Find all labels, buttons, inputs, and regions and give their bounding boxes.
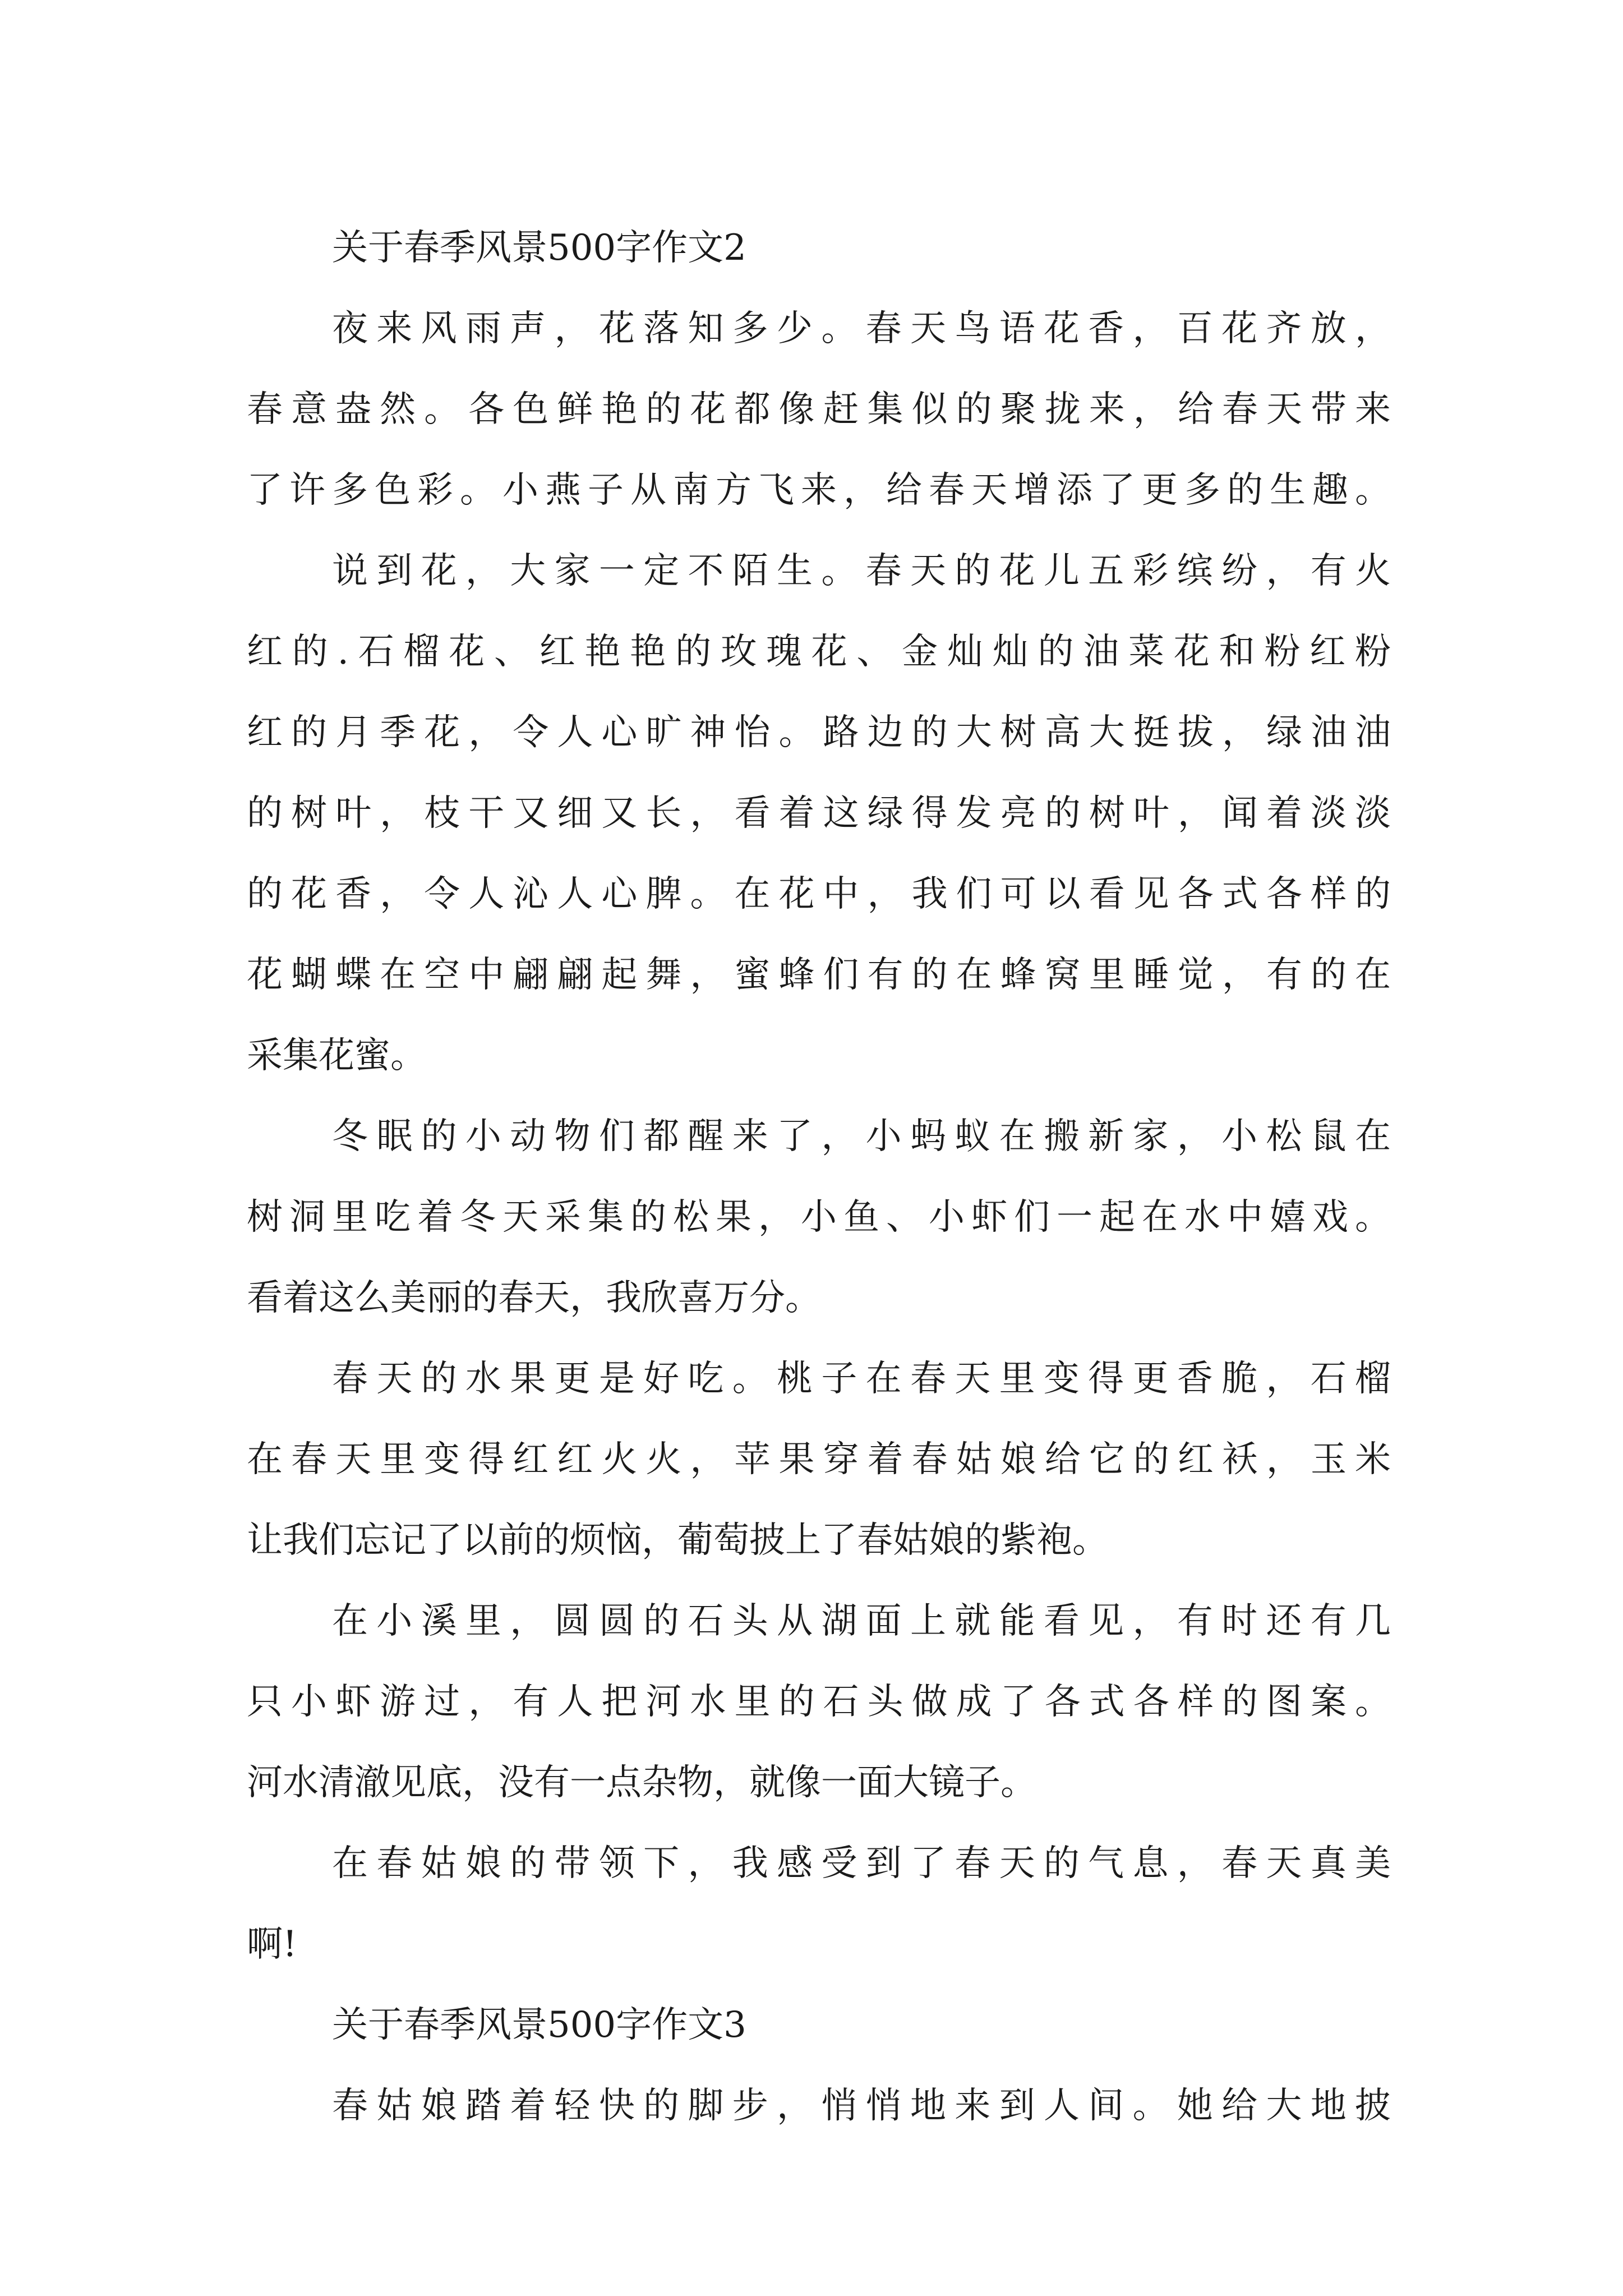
text-line: 春意盎然。各色鲜艳的花都像赶集似的聚拢来，给春天带来 [247,389,1391,430]
text-line: 红的月季花，令人心旷神怡。路边的大树高大挺拔，绿油油 [247,712,1391,753]
text-line: 让我们忘记了以前的烦恼，葡萄披上了春姑娘的紫袍。 [247,1520,1108,1561]
text-line: 红的.石榴花、红艳艳的玫瑰花、金灿灿的油菜花和粉红粉 [247,631,1391,673]
text-line: 啊! [247,1924,297,1965]
essay-heading: 关于春季风景500字作文3 [332,2004,746,2046]
text-line: 只小虾游过，有人把河水里的石头做成了各式各样的图案。 [247,1681,1391,1723]
text-line: 的花香，令人沁人心脾。在花中，我们可以看见各式各样的 [247,873,1391,915]
text-line: 说到花，大家一定不陌生。春天的花儿五彩缤纷，有火 [332,550,1391,592]
text-line: 在春天里变得红红火火，苹果穿着春姑娘给它的红袄，玉米 [247,1439,1391,1480]
text-line: 冬眠的小动物们都醒来了，小蚂蚁在搬新家，小松鼠在 [332,1116,1391,1157]
text-line: 在春姑娘的带领下，我感受到了春天的气息，春天真美 [332,1843,1391,1884]
text-line: 在小溪里，圆圆的石头从湖面上就能看见，有时还有几 [332,1600,1391,1642]
text-line: 了许多色彩。小燕子从南方飞来，给春天增添了更多的生趣。 [247,470,1391,511]
essay-text [247,208,1391,2146]
text-line: 春天的水果更是好吃。桃子在春天里变得更香脆，石榴 [332,1358,1391,1400]
text-line: 花蝴蝶在空中翩翩起舞，蜜蜂们有的在蜂窝里睡觉，有的在 [247,954,1391,996]
text-line: 春姑娘踏着轻快的脚步，悄悄地来到人间。她给大地披 [332,2085,1391,2127]
text-line: 夜来风雨声，花落知多少。春天鸟语花香，百花齐放， [332,308,1391,349]
text-line: 看着这么美丽的春天，我欣喜万分。 [247,1277,821,1319]
text-line: 树洞里吃着冬天采集的松果，小鱼、小虾们一起在水中嬉戏。 [247,1197,1391,1238]
essay-heading: 关于春季风景500字作文2 [332,227,746,269]
text-line: 的树叶，枝干又细又长，看着这绿得发亮的树叶，闻着淡淡 [247,793,1391,834]
text-line: 采集花蜜。 [247,1035,426,1076]
text-line: 河水清澈见底，没有一点杂物，就像一面大镜子。 [247,1762,1036,1803]
